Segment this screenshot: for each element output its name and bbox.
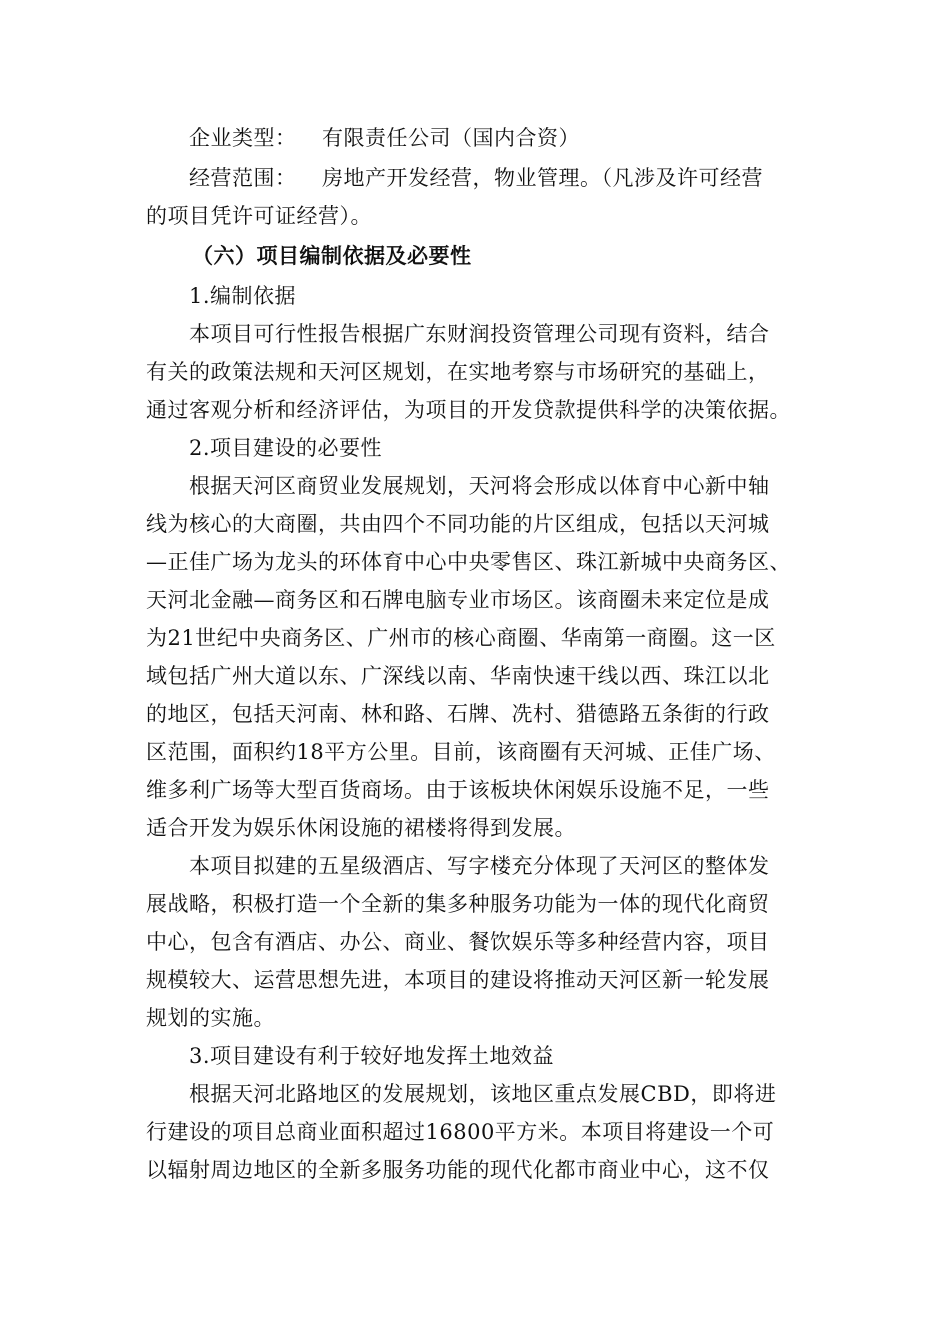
paragraph-line: 本项目可行性报告根据广东财润投资管理公司现有资料，结合	[189, 322, 770, 346]
company-type-label: 企业类型：	[189, 126, 297, 150]
paragraph-line: 展战略，积极打造一个全新的集多种服务功能为一体的现代化商贸	[146, 892, 770, 916]
company-type-value: 有限责任公司（国内合资）	[322, 126, 580, 150]
subsection-2-title: 2.项目建设的必要性	[189, 436, 383, 460]
paragraph-line: 根据天河区商贸业发展规划，天河将会形成以体育中心新中轴	[189, 474, 770, 498]
paragraph-line: 规模较大、运营思想先进，本项目的建设将推动天河区新一轮发展	[146, 968, 770, 992]
business-scope-value-line2: 的项目凭许可证经营）。	[146, 204, 372, 228]
company-type-row	[189, 124, 580, 152]
paragraph-line: 行建设的项目总商业面积超过16800平方米。本项目将建设一个可	[146, 1120, 775, 1144]
paragraph-line: 区范围，面积约18平方公里。目前，该商圈有天河城、正佳广场、	[146, 740, 776, 764]
paragraph-line: 通过客观分析和经济评估，为项目的开发贷款提供科学的决策依据。	[146, 398, 791, 422]
subsection-1-title: 1.编制依据	[189, 284, 297, 308]
paragraph-line: 域包括广州大道以东、广深线以南、华南快速干线以西、珠江以北	[146, 664, 770, 688]
paragraph-line: 以辐射周边地区的全新多服务功能的现代化都市商业中心，这不仅	[146, 1158, 770, 1182]
paragraph-line: 线为核心的大商圈，共由四个不同功能的片区组成，包括以天河城	[146, 512, 770, 536]
paragraph-line: 的地区，包括天河南、林和路、石牌、冼村、猎德路五条街的行政	[146, 702, 770, 726]
paragraph-line: 维多利广场等大型百货商场。由于该板块休闲娱乐设施不足，一些	[146, 778, 770, 802]
paragraph-line: 有关的政策法规和天河区规划，在实地考察与市场研究的基础上，	[146, 360, 770, 384]
paragraph-line: 根据天河北路地区的发展规划，该地区重点发展CBD，即将进	[189, 1082, 777, 1106]
section-heading: （六）项目编制依据及必要性	[192, 244, 472, 268]
paragraph-line: 天河北金融—商务区和石牌电脑专业市场区。该商圈未来定位是成	[146, 588, 770, 612]
paragraph-line: 为21世纪中央商务区、广州市的核心商圈、华南第一商圈。这一区	[146, 626, 776, 650]
paragraph-line: 适合开发为娱乐休闲设施的裙楼将得到发展。	[146, 816, 576, 840]
paragraph-line: 中心，包含有酒店、办公、商业、餐饮娱乐等多种经营内容，项目	[146, 930, 770, 954]
business-scope-value-line1: 房地产开发经营，物业管理。（凡涉及许可经营	[322, 166, 763, 190]
paragraph-line: 本项目拟建的五星级酒店、写字楼充分体现了天河区的整体发	[189, 854, 770, 878]
subsection-3-title: 3.项目建设有利于较好地发挥土地效益	[189, 1044, 555, 1068]
paragraph-line: 规划的实施。	[146, 1006, 275, 1030]
business-scope-row	[189, 164, 763, 192]
business-scope-label: 经营范围：	[189, 166, 297, 190]
paragraph-line: —正佳广场为龙头的环体育中心中央零售区、珠江新城中央商务区、	[146, 550, 791, 574]
